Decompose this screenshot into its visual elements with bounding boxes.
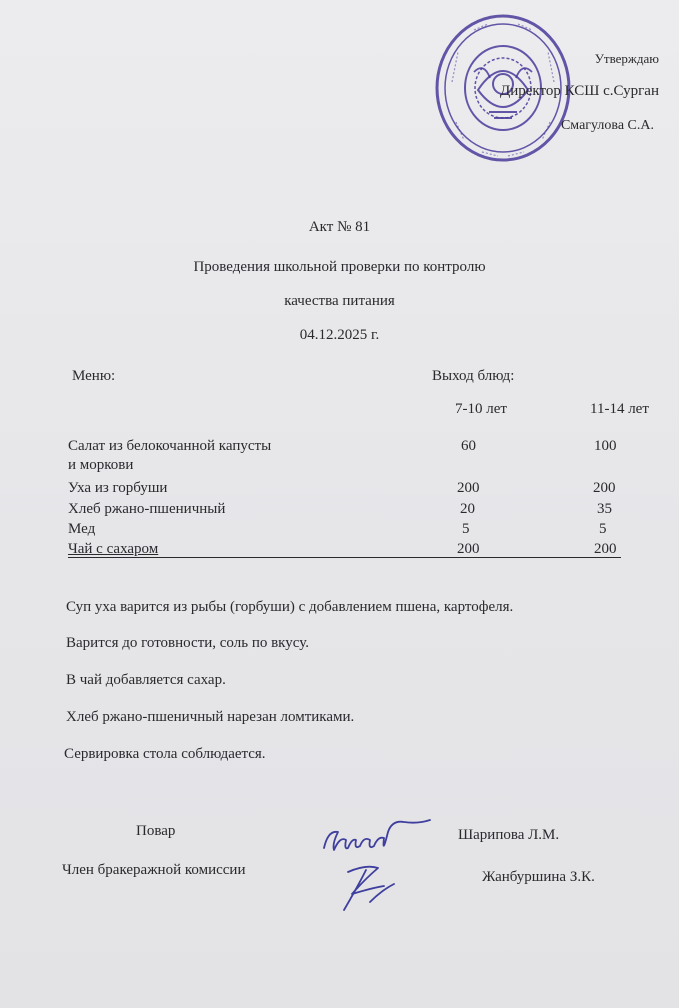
- committee-label: Член бракеражной комиссии: [62, 862, 246, 878]
- note-line: Хлеб ржано-пшеничный нарезан ломтиками.: [66, 709, 355, 725]
- table-row-value-11-14: 35: [597, 501, 612, 517]
- act-title-line2: качества питания: [284, 293, 395, 309]
- handwritten-signature-icon: [318, 810, 438, 920]
- table-row-dish: Хлеб ржано-пшеничный: [68, 501, 226, 517]
- table-bottom-rule: [68, 557, 621, 558]
- table-row-dish: Мед: [68, 521, 96, 537]
- note-line: Варится до готовности, соль по вкусу.: [66, 635, 309, 651]
- table-row-value-11-14: 100: [594, 438, 617, 454]
- cook-label: Повар: [136, 823, 176, 839]
- table-row-dish: Чай с сахаром: [68, 541, 159, 557]
- note-line: Сервировка стола соблюдается.: [64, 746, 266, 762]
- approval-director-name: Смагулова С.А.: [560, 118, 654, 133]
- table-row-dish: Салат из белокочанной капусты: [68, 438, 272, 454]
- table-row-value-7-10: 5: [462, 521, 470, 537]
- output-label: Выход блюд:: [432, 368, 515, 384]
- menu-label: Меню:: [72, 368, 116, 384]
- approval-director: Директор КСШ с.Сурган: [499, 83, 659, 99]
- note-line: В чай добавляется сахар.: [66, 672, 226, 688]
- note-line: Суп уха варится из рыбы (горбуши) с добавлением пшена, картофеля.: [66, 599, 514, 615]
- table-row-value-11-14: 200: [594, 541, 617, 557]
- committee-name: Жанбуршина З.К.: [482, 869, 595, 885]
- table-row-value-7-10: 200: [457, 480, 480, 496]
- act-number: Акт № 81: [308, 219, 371, 235]
- age-column-11-14: 11-14 лет: [590, 401, 649, 417]
- approval-heading: Утверждаю: [594, 51, 659, 66]
- table-row-dish: Уха из горбуши: [68, 480, 168, 496]
- table-row-value-11-14: 200: [593, 480, 616, 496]
- table-row-value-7-10: 60: [461, 438, 476, 454]
- table-row-value-7-10: 200: [457, 541, 480, 557]
- cook-name: Шарипова Л.М.: [458, 827, 560, 843]
- table-row-dish-continued: и моркови: [68, 457, 134, 473]
- table-row-value-7-10: 20: [460, 501, 475, 517]
- act-title-line1: Проведения школьной проверки по контролю: [193, 259, 486, 275]
- act-date: 04.12.2025 г.: [299, 327, 380, 343]
- table-row-value-11-14: 5: [599, 521, 607, 537]
- age-column-7-10: 7-10 лет: [455, 401, 507, 417]
